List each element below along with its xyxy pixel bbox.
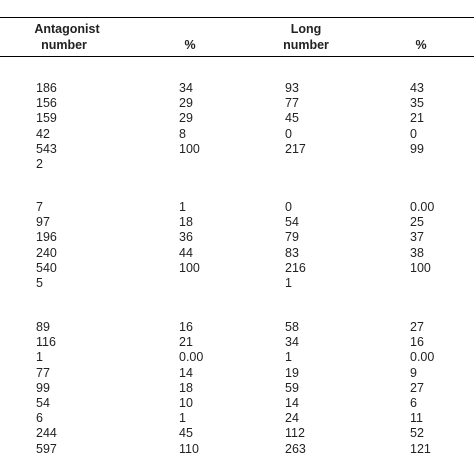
cell-antagonist-number: 89 (36, 320, 50, 334)
cell-antagonist-number: 240 (36, 245, 57, 260)
header-long: Long (290, 22, 322, 36)
cell-antagonist-percent: 16 (179, 320, 193, 334)
header-antagonist: Antagonist (34, 22, 100, 36)
cell-antagonist-percent: 34 (179, 81, 193, 95)
cell-long-percent: 0.00 (410, 350, 435, 365)
cell-long-number: 58 (285, 320, 299, 334)
cell-long-percent: 37 (410, 230, 424, 245)
cell-long-number: 1 (285, 350, 292, 365)
cell-antagonist-number: 42 (36, 126, 50, 141)
cell-antagonist-number: 244 (36, 426, 57, 441)
cell-long-percent: 27 (410, 380, 424, 395)
cell-antagonist-percent: 45 (179, 426, 193, 441)
cell-antagonist-number: 7 (36, 200, 43, 214)
cell-antagonist-number: 597 (36, 441, 57, 456)
cell-long-number: 59 (285, 380, 299, 395)
cell-long-number: 1 (285, 276, 292, 290)
cell-long-number: 34 (285, 335, 299, 350)
cell-antagonist-percent: 36 (179, 230, 193, 245)
table-row (0, 157, 474, 172)
cell-long-percent: 25 (410, 215, 424, 230)
table-row (0, 81, 474, 96)
cell-long-percent: 0 (410, 126, 417, 141)
cell-long-percent: 16 (410, 335, 424, 350)
cell-long-percent: 9 (410, 365, 417, 380)
cell-antagonist-number: 77 (36, 365, 50, 380)
table-row (0, 200, 474, 215)
cell-antagonist-percent: 110 (179, 441, 199, 456)
cell-antagonist-number: 99 (36, 380, 50, 395)
cell-long-percent: 0.00 (410, 200, 435, 214)
table-row (0, 426, 474, 441)
table-row (0, 411, 474, 426)
cell-long-percent: 27 (410, 320, 424, 334)
cell-antagonist-percent: 14 (179, 365, 193, 380)
header-bottom-rule (0, 56, 474, 57)
cell-long-percent: 35 (410, 96, 424, 111)
table-row (0, 381, 474, 396)
cell-antagonist-percent: 18 (179, 380, 193, 395)
cell-long-number: 217 (285, 141, 306, 156)
cell-long-number: 112 (285, 426, 305, 441)
cell-antagonist-percent: 100 (179, 260, 200, 275)
table-row (0, 320, 474, 335)
cell-antagonist-number: 196 (36, 230, 57, 245)
header-percent-1: % (184, 38, 196, 52)
cell-long-number: 93 (285, 81, 299, 95)
cell-long-number: 19 (285, 365, 299, 380)
table-row (0, 442, 474, 457)
cell-long-number: 216 (285, 260, 306, 275)
table-row (0, 261, 474, 276)
cell-antagonist-percent: 1 (179, 411, 186, 426)
cell-long-percent: 121 (410, 441, 431, 456)
cell-long-number: 14 (285, 396, 299, 410)
table-row (0, 350, 474, 365)
cell-antagonist-percent: 8 (179, 126, 186, 141)
table-row (0, 396, 474, 411)
cell-antagonist-number: 186 (36, 81, 57, 95)
table-row (0, 246, 474, 261)
table-row (0, 335, 474, 350)
cell-antagonist-percent: 29 (179, 96, 193, 111)
cell-antagonist-percent: 21 (179, 335, 193, 350)
table-row (0, 96, 474, 111)
cell-long-number: 24 (285, 411, 299, 426)
table-row (0, 111, 474, 126)
cell-antagonist-percent: 44 (179, 245, 193, 260)
cell-antagonist-number: 6 (36, 411, 43, 426)
cell-antagonist-number: 97 (36, 215, 50, 230)
cell-long-number: 77 (285, 96, 299, 111)
cell-antagonist-number: 54 (36, 396, 50, 410)
cell-long-percent: 38 (410, 245, 424, 260)
cell-antagonist-percent: 0.00 (179, 350, 204, 365)
cell-long-percent: 100 (410, 260, 431, 275)
cell-antagonist-percent: 100 (179, 141, 200, 156)
header-percent-2: % (415, 38, 427, 52)
cell-long-number: 0 (285, 126, 292, 141)
cell-antagonist-number: 540 (36, 260, 57, 275)
table-row (0, 142, 474, 157)
cell-antagonist-percent: 29 (179, 111, 193, 126)
header-antagonist-number: number (41, 38, 87, 52)
cell-antagonist-number: 159 (36, 111, 57, 126)
cell-long-percent: 99 (410, 141, 424, 156)
table-row (0, 230, 474, 245)
cell-antagonist-percent: 1 (179, 200, 186, 214)
cell-long-number: 83 (285, 245, 299, 260)
cell-long-number: 0 (285, 200, 292, 214)
cell-long-number: 45 (285, 111, 299, 126)
table-row (0, 215, 474, 230)
cell-antagonist-percent: 10 (179, 396, 193, 410)
cell-long-percent: 6 (410, 396, 417, 410)
cell-long-number: 79 (285, 230, 299, 245)
cell-antagonist-percent: 18 (179, 215, 193, 230)
cell-long-number: 263 (285, 441, 306, 456)
table-row (0, 127, 474, 142)
cell-antagonist-number: 116 (36, 335, 56, 350)
header-long-number: number (283, 38, 329, 52)
cell-antagonist-number: 156 (36, 96, 57, 111)
table-row (0, 276, 474, 291)
table-row (0, 366, 474, 381)
cell-antagonist-number: 543 (36, 141, 57, 156)
cell-long-percent: 43 (410, 81, 424, 95)
table-top-rule (0, 17, 474, 18)
cell-long-percent: 21 (410, 111, 424, 126)
cell-long-number: 54 (285, 215, 299, 230)
cell-antagonist-number: 2 (36, 157, 43, 171)
cell-antagonist-number: 1 (36, 350, 43, 365)
cell-antagonist-number: 5 (36, 276, 43, 290)
cell-long-percent: 52 (410, 426, 424, 441)
cell-long-percent: 11 (410, 411, 423, 426)
